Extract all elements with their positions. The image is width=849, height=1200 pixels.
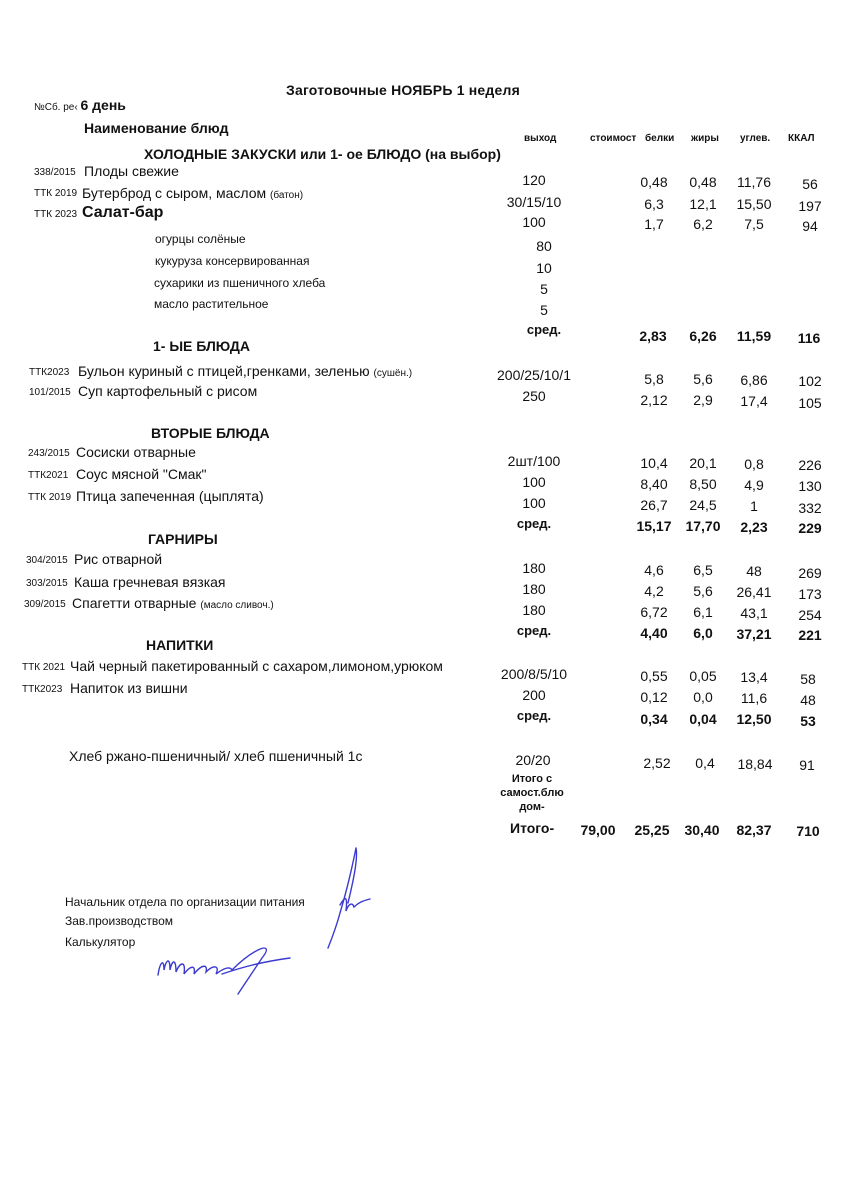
carbs-value: 26,41 [736, 584, 772, 600]
recipe-code: ТТК 2019 [34, 188, 78, 199]
fat-value: 5,6 [693, 371, 713, 387]
recipe-code: 101/2015 [29, 387, 71, 398]
component-name: кукуруза консервированная [155, 254, 310, 268]
bread-kcal: 91 [799, 757, 815, 773]
protein-value: 5,8 [644, 371, 664, 387]
yield-value: 100 [522, 495, 546, 511]
yield-value: 250 [522, 388, 546, 404]
recipe-code: ТТК2023 [22, 684, 63, 695]
recipe-number-label [34, 97, 126, 113]
recipe-number-text: №Сб. ре‹ [34, 102, 78, 113]
average-label: сред. [526, 322, 562, 337]
dish-name: Чай черный пакетированный с сахаром,лимоном,урюком [70, 658, 443, 674]
avg-protein: 0,34 [640, 711, 668, 727]
kcal-value: 58 [800, 671, 816, 687]
average-label: сред. [516, 623, 552, 638]
bread-carbs: 18,84 [737, 756, 773, 772]
protein-value: 0,55 [640, 668, 668, 684]
fat-value: 2,9 [693, 392, 713, 408]
recipe-code: ТТК 2023 [34, 209, 78, 220]
recipe-code: ТТК 2019 [28, 492, 72, 503]
total-protein: 25,25 [634, 822, 670, 838]
dish-name-text: Бутерброд с сыром, маслом [82, 185, 267, 201]
bread-fat: 0,4 [695, 755, 715, 771]
protein-value: 0,48 [640, 174, 668, 190]
carbs-value: 15,50 [736, 196, 772, 212]
carbs-value: 11,6 [740, 690, 768, 706]
carbs-value: 17,4 [740, 393, 768, 409]
yield-value: 100 [522, 214, 546, 230]
avg-kcal: 229 [798, 520, 822, 536]
carbs-value: 11,76 [737, 174, 771, 190]
component-yield: 5 [540, 281, 548, 297]
dish-name: Сосиски отварные [76, 444, 196, 460]
document-title: Заготовочные НОЯБРЬ 1 неделя [286, 82, 520, 98]
fat-value: 24,5 [689, 497, 717, 513]
dish-name: Каша гречневая вязкая [74, 574, 226, 590]
recipe-code: 338/2015 [34, 167, 76, 178]
carbs-value: 43,1 [740, 605, 768, 621]
kcal-value: 269 [798, 565, 822, 581]
carbs-value: 7,5 [744, 216, 764, 232]
protein-value: 4,6 [644, 562, 664, 578]
yield-value: 120 [522, 172, 546, 188]
component-name: масло растительное [154, 297, 269, 311]
kcal-value: 102 [798, 373, 822, 389]
dish-name-text: Спагетти отварные [72, 595, 197, 611]
carbs-value: 48 [746, 563, 762, 579]
component-yield: 10 [536, 260, 552, 276]
component-name: сухарики из пшеничного хлеба [154, 276, 326, 290]
bread-name: Хлеб ржано-пшеничный/ хлеб пшеничный 1с [69, 748, 363, 764]
fat-value: 8,50 [689, 476, 717, 492]
yield-value: 30/15/10 [506, 194, 562, 210]
total-cost: 79,00 [580, 822, 616, 838]
dish-name: Суп картофельный с рисом [78, 383, 258, 399]
yield-value: 2шт/100 [507, 453, 561, 469]
section-title-first-courses: 1- ЫЕ БЛЮДА [153, 338, 250, 354]
kcal-value: 332 [798, 500, 822, 516]
recipe-code: ТТК2023 [29, 367, 70, 378]
col-protein-header: белки [645, 133, 675, 144]
section-title-garnishes: ГАРНИРЫ [148, 531, 218, 547]
fat-value: 0,48 [689, 174, 717, 190]
kcal-value: 105 [798, 395, 822, 411]
kcal-value: 130 [798, 478, 822, 494]
protein-value: 10,4 [640, 455, 668, 471]
carbs-value: 13,4 [740, 669, 768, 685]
col-fat-header: жиры [691, 133, 719, 144]
total-label: Итого- [510, 820, 555, 836]
section-title-second-courses: ВТОРЫЕ БЛЮДА [151, 425, 270, 441]
dish-note: (батон) [270, 190, 304, 201]
total-fat: 30,40 [684, 822, 720, 838]
recipe-code: ТТК 2021 [22, 662, 66, 673]
avg-fat: 0,04 [689, 711, 717, 727]
component-yield: 5 [540, 302, 548, 318]
fat-value: 12,1 [689, 196, 717, 212]
protein-value: 1,7 [644, 216, 664, 232]
dish-note: (сушён.) [373, 368, 413, 379]
fat-value: 6,2 [693, 216, 713, 232]
protein-value: 2,12 [640, 392, 668, 408]
section-title-drinks: НАПИТКИ [146, 637, 214, 653]
avg-kcal: 53 [800, 713, 816, 729]
avg-fat: 6,26 [689, 328, 717, 344]
kcal-value: 197 [798, 198, 822, 214]
yield-value: 200/25/10/1 [497, 367, 571, 383]
dish-name-header: Наименование блюд [84, 120, 229, 136]
kcal-value: 173 [798, 586, 822, 602]
avg-protein: 4,40 [640, 625, 668, 641]
signature-production-icon [150, 940, 310, 1000]
fat-value: 20,1 [689, 455, 717, 471]
dish-name [72, 595, 274, 611]
recipe-code: 303/2015 [26, 578, 68, 589]
avg-protein: 15,17 [636, 518, 672, 534]
dish-note: (масло сливоч.) [200, 600, 274, 611]
dish-name: Соус мясной "Смак" [76, 466, 207, 482]
avg-carbs: 11,59 [736, 328, 772, 344]
component-yield: 80 [536, 238, 552, 254]
carbs-value: 4,9 [744, 477, 764, 493]
signature-head-icon [318, 843, 378, 953]
col-kcal-header: ККАЛ [788, 133, 815, 144]
yield-value: 180 [522, 581, 546, 597]
dish-name [82, 185, 303, 201]
dish-name: Плоды свежие [84, 163, 179, 179]
col-yield-header: выход [524, 133, 557, 144]
average-label: сред. [516, 516, 552, 531]
col-carbs-header: углев. [740, 133, 771, 144]
avg-carbs: 37,21 [736, 626, 772, 642]
dish-name: Напиток из вишни [70, 680, 188, 696]
kcal-value: 48 [800, 692, 816, 708]
average-label: сред. [516, 708, 552, 723]
dish-name [78, 363, 412, 379]
fat-value: 5,6 [693, 583, 713, 599]
component-name: огурцы солёные [155, 232, 246, 246]
yield-value: 180 [522, 602, 546, 618]
dish-name: Рис отварной [74, 551, 163, 567]
avg-protein: 2,83 [639, 328, 667, 344]
fat-value: 0,05 [689, 668, 717, 684]
yield-value: 180 [522, 560, 546, 576]
kcal-value: 226 [798, 457, 822, 473]
signature-role-calculator: Калькулятор [65, 935, 136, 949]
protein-value: 0,12 [640, 689, 668, 705]
yield-value: 200/8/5/10 [500, 666, 568, 682]
yield-value: 200 [522, 687, 546, 703]
avg-fat: 6,0 [693, 625, 713, 641]
avg-carbs: 12,50 [736, 711, 772, 727]
kcal-value: 56 [802, 176, 818, 192]
avg-kcal: 116 [797, 330, 821, 346]
total-carbs: 82,37 [736, 822, 772, 838]
dish-name: Птица запеченная (цыплята) [76, 488, 264, 504]
kcal-value: 254 [798, 607, 822, 623]
section-title-cold-snacks: ХОЛОДНЫЕ ЗАКУСКИ или 1- ое БЛЮДО (на выбор) [144, 146, 501, 162]
protein-value: 8,40 [640, 476, 668, 492]
avg-fat: 17,70 [685, 518, 721, 534]
carbs-value: 1 [750, 498, 758, 514]
protein-value: 4,2 [644, 583, 664, 599]
signature-role-production: Зав.производством [65, 914, 173, 928]
avg-kcal: 221 [798, 627, 822, 643]
day-label: 6 день [80, 97, 126, 113]
kcal-value: 94 [802, 218, 818, 234]
col-cost-header: стоимост [590, 133, 637, 144]
protein-value: 6,3 [644, 196, 664, 212]
recipe-code: 304/2015 [26, 555, 68, 566]
fat-value: 6,1 [693, 604, 713, 620]
fat-value: 6,5 [693, 562, 713, 578]
carbs-value: 6,86 [740, 372, 768, 388]
recipe-code: 309/2015 [24, 599, 66, 610]
signature-role-head: Начальник отдела по организации питания [65, 895, 305, 909]
dish-name: Салат-бар [82, 204, 164, 221]
recipe-code: 243/2015 [28, 448, 70, 459]
protein-value: 26,7 [640, 497, 668, 513]
dish-name-text: Бульон куриный с птицей,гренками, зеленью [78, 363, 370, 379]
bread-yield: 20/20 [515, 752, 551, 768]
avg-carbs: 2,23 [740, 519, 768, 535]
carbs-value: 0,8 [744, 456, 764, 472]
protein-value: 6,72 [640, 604, 668, 620]
recipe-code: ТТК2021 [28, 470, 69, 481]
subtotal-label: Итого с самост.блю дом- [500, 773, 564, 813]
fat-value: 0,0 [693, 689, 713, 705]
bread-protein: 2,52 [643, 755, 671, 771]
yield-value: 100 [522, 474, 546, 490]
total-kcal: 710 [796, 823, 820, 839]
